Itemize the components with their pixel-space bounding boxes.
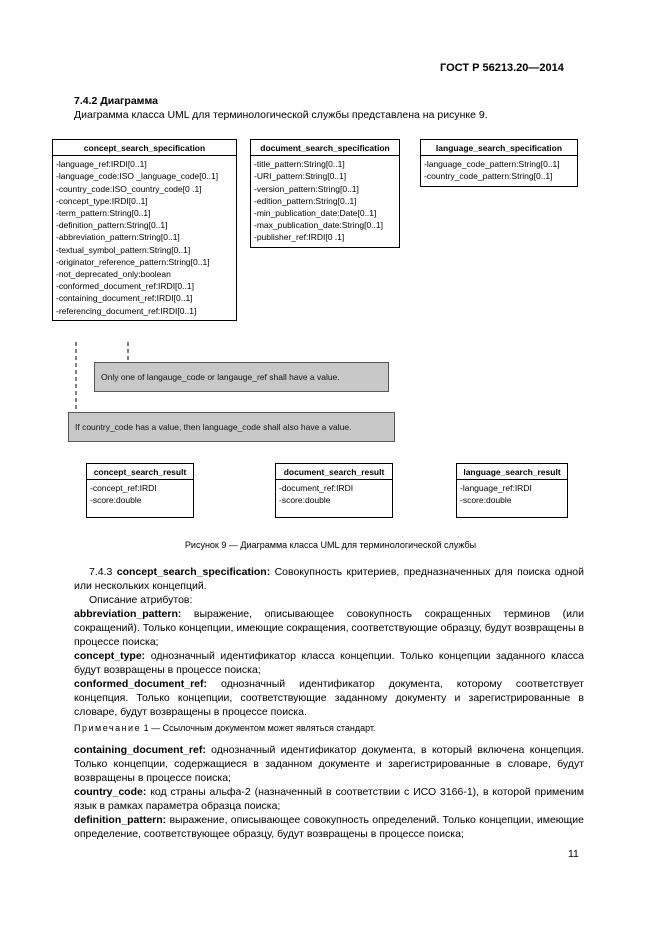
term-body: выражение, описывающее совокупность сокращенных терминов (или сокращений). Только концепции, имеющие сокращения, соответствующие образцу, будут возвращены в процессе поиска; <box>74 608 584 648</box>
uml-attribute-list <box>87 480 193 516</box>
term-body: выражение, описывающее совокупность определений. Только концепции, имеющие определение, соответствующее образцу, будут возвращены в процессе поиска; <box>74 814 584 840</box>
attribute-country-code <box>74 785 584 813</box>
term: containing_document_ref: <box>74 744 206 756</box>
attribute-abbreviation-pattern <box>74 607 584 649</box>
term-body: однозначный идентификатор документа, которому соответствует концепция. Только концепции, соответствующие заданному документу и зарегистрированные в словаре, будут возвращены в процессе поиска. <box>74 678 584 718</box>
note-body: 1 — Ссылочным документом может являться стандарт. <box>141 723 376 733</box>
uml-attribute: -score:double <box>90 495 142 506</box>
term-body: код страны альфа-2 (назначенный в соответствии с ИСО 3166-1), в которой применим язык в рамках параметра образца поиска; <box>74 786 584 812</box>
uml-note-text: If country_code has a value, then language_code shall also have a value. <box>75 422 352 432</box>
uml-attribute: -term_pattern:String[0..1] <box>56 208 151 219</box>
uml-attribute: -country_code_pattern:String[0..1] <box>424 171 553 182</box>
uml-class-document-search-specification <box>250 139 400 248</box>
uml-attribute-list <box>421 156 577 185</box>
uml-note-language <box>94 362 389 392</box>
uml-attribute: -max_publication_date:String[0..1] <box>254 220 383 231</box>
uml-attribute: -language_ref:IRDI <box>460 483 532 494</box>
uml-attribute: -textual_symbol_pattern:String[0..1] <box>56 244 191 255</box>
uml-attribute: -URI_pattern:String[0..1] <box>254 171 347 182</box>
uml-class-title: document_search_specification <box>251 140 399 156</box>
uml-attribute: -min_publication_date:Date[0..1] <box>254 208 377 219</box>
uml-attribute: -document_ref:IRDI <box>279 483 354 494</box>
term: abbreviation_pattern: <box>74 608 182 620</box>
uml-class-concept-search-result <box>86 463 194 518</box>
uml-attribute: -edition_pattern:String[0..1] <box>254 195 357 206</box>
section-intro: Диаграмма класса UML для терминологической службы представлена на рисунке 9. <box>74 109 488 121</box>
uml-attribute: -language_ref:IRDI[0..1] <box>56 159 147 170</box>
term: concept_type: <box>74 650 146 662</box>
term: conformed_document_ref: <box>74 678 208 690</box>
uml-attribute: -version_pattern:String[0..1] <box>254 183 359 194</box>
uml-attribute: -score:double <box>279 495 331 506</box>
uml-attribute: -score:double <box>460 495 512 506</box>
clause-number: 7.4.3 <box>89 566 113 578</box>
uml-attribute: -referencing_document_ref:IRDI[0..1] <box>56 305 197 316</box>
uml-attribute: -country_code:ISO_country_code[0 .1] <box>56 183 202 194</box>
attribute-concept-type <box>74 649 584 677</box>
term: country_code: <box>74 786 147 798</box>
uml-attribute: -containing_document_ref:IRDI[0..1] <box>56 293 193 304</box>
uml-class-title: concept_search_specification <box>53 140 236 156</box>
uml-attribute: -language_code:ISO _language_code[0..1] <box>56 171 219 182</box>
uml-class-document-search-result <box>275 463 393 518</box>
attribute-conformed-document-ref <box>74 677 584 719</box>
uml-attribute-list <box>251 156 399 246</box>
uml-class-title: language_search_result <box>457 464 567 480</box>
standard-number: ГОСТ Р 56213.20—2014 <box>440 62 564 74</box>
term: definition_pattern: <box>74 814 167 826</box>
term-body: однозначный идентификатор документа, в который включена концепция. Только концепции, содержащиеся в заданном документе и зарегистрированные в словаре, будут возвращены в процессе поиска; <box>74 744 584 784</box>
uml-attribute: -publisher_ref:IRDI[0 .1] <box>254 232 345 243</box>
uml-class-title: concept_search_result <box>87 464 193 480</box>
note-label: Примечание <box>74 723 142 733</box>
term-body: Совокупность критериев, предназначенных для поиска одной или нескольких концепций. <box>74 566 584 592</box>
note-1 <box>74 723 376 733</box>
uml-attribute-list <box>53 156 236 320</box>
uml-class-concept-search-specification <box>52 139 237 321</box>
uml-attribute: -conformed_document_ref:IRDI[0..1] <box>56 281 194 292</box>
attribute-definition-pattern <box>74 813 584 841</box>
uml-class-title: language_search_specification <box>421 140 577 156</box>
uml-attribute: -concept_type:IRDI[0..1] <box>56 195 148 206</box>
section-heading: 7.4.2 Диаграмма <box>74 95 158 107</box>
uml-attribute: -originator_reference_pattern:String[0..1] <box>56 256 210 267</box>
uml-note-country <box>68 412 395 442</box>
uml-attribute: -title_pattern:String[0..1] <box>254 159 345 170</box>
page-number: 11 <box>568 848 579 860</box>
uml-attribute: -concept_ref:IRDI <box>90 483 157 494</box>
uml-note-text: Only one of langauge_code or langauge_ref shall have a value. <box>101 372 340 382</box>
uml-attribute: -definition_pattern:String[0..1] <box>56 220 168 231</box>
uml-attribute-list <box>276 480 392 516</box>
uml-attribute-list <box>457 480 567 516</box>
attribute-containing-document-ref <box>74 743 584 785</box>
uml-attribute: -not_deprecated_only:boolean <box>56 269 171 280</box>
uml-class-language-search-result <box>456 463 568 518</box>
uml-class-language-search-specification <box>420 139 578 187</box>
uml-attribute: -language_code_pattern:String[0..1] <box>424 159 560 170</box>
uml-attribute: -abbreviation_pattern:String[0..1] <box>56 232 180 243</box>
uml-class-title: document_search_result <box>276 464 392 480</box>
attributes-intro: Описание атрибутов: <box>89 594 193 606</box>
term-body: однозначный идентификатор класса концепции. Только концепции заданного класса будут возвращены в процессе поиска; <box>74 650 584 676</box>
figure-caption: Рисунок 9 — Диаграмма класса UML для терминологической службы <box>184 540 477 550</box>
term: concept_search_specification: <box>116 566 271 578</box>
